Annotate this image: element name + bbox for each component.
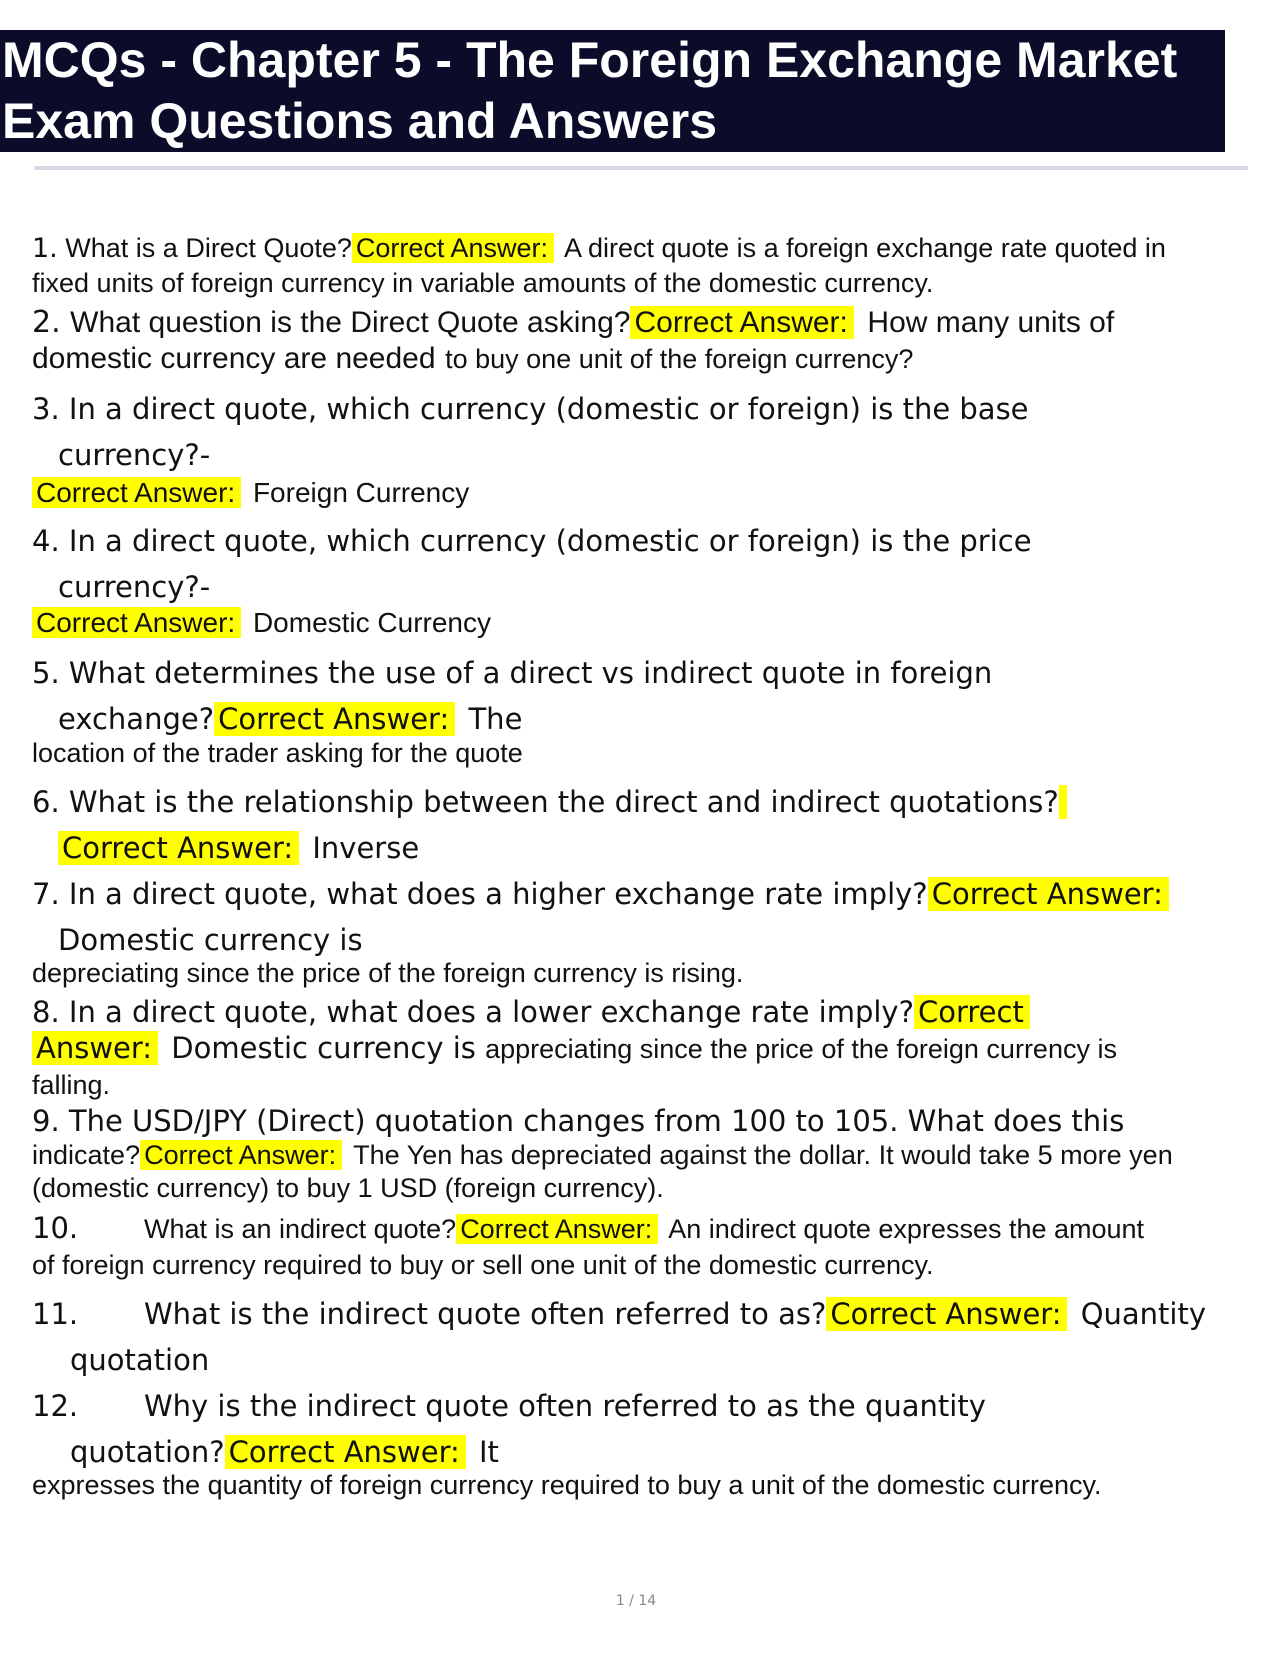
answer-7: depreciating since the price of the foreign currency is rising. — [32, 958, 744, 988]
question-12: 12. Why is the indirect quote often referred to as the quantity quotation? Correct Answer: It — [32, 1389, 986, 1469]
answer-5: location of the trader asking for the quote — [32, 738, 523, 768]
question-4: 4. In a direct quote, which currency (domestic or foreign) is the price currency?- — [32, 524, 1032, 604]
question-9: 9. The USD/JPY (Direct) quotation changes from 100 to 105. What does this indicate? Correct Answer: The Yen has depreciated against the dollar. It would take 5 more yen (domestic currency) to buy 1 USD (foreign currency). — [32, 1104, 1173, 1203]
question-5: 5. What determines the use of a direct vs indirect quote in foreign exchange? Correct Answer: The — [32, 656, 993, 736]
question-6: 6. What is the relationship between the direct and indirect quotations? Correct Answer: Inverse — [32, 779, 1258, 871]
title-line-1: MCQs - Chapter 5 - The Foreign Exchange Market — [2, 32, 1178, 88]
correct-answer-label: Correct Answer: — [225, 1435, 466, 1469]
answer-3: Correct Answer: Foreign Currency — [32, 476, 1258, 510]
correct-answer-label: Correct Answer: — [32, 607, 241, 638]
answer-12: expresses the quantity of foreign currency required to buy a unit of the domestic currency. — [32, 1470, 1102, 1500]
question-11: 11. What is the indirect quote often referred to as? Correct Answer: Quantity quotation — [32, 1297, 1207, 1377]
correct-answer-label: Correct Answer: — [58, 831, 299, 865]
title-divider — [34, 166, 1248, 170]
page-title — [0, 30, 1225, 152]
correct-answer-label: Correct Answer: — [456, 1214, 658, 1244]
correct-answer-label: Correct Answer: — [32, 477, 241, 508]
correct-answer-label: Correct Answer: — [826, 1297, 1067, 1331]
question-2: 2. What question is the Direct Quote asking? Correct Answer: How many units of domestic currency are needed to buy one unit of the foreign currency? — [32, 305, 1115, 375]
correct-answer-label: Correct Answer: — [140, 1140, 342, 1170]
correct-answer-label: Correct Answer: — [352, 233, 554, 263]
page-number: 1 / 14 — [615, 1593, 657, 1609]
question-7: 7. In a direct quote, what does a higher exchange rate imply? Correct Answer: Domestic currency is — [32, 871, 1258, 963]
answer-4: Correct Answer: Domestic Currency — [32, 606, 1258, 640]
title-line-2: Exam Questions and Answers — [2, 93, 718, 149]
question-3: 3. In a direct quote, which currency (domestic or foreign) is the base currency?- — [32, 392, 1029, 472]
correct-answer-label: Correct Answer: — [214, 702, 455, 736]
correct-answer-label: Correct Answer: — [928, 877, 1169, 911]
question-1: 1. What is a Direct Quote? Correct Answer: A direct quote is a foreign exchange rate quoted in fixed units of foreign currency in variable amounts of the domestic currency. — [32, 233, 1166, 298]
question-8: 8. In a direct quote, what does a lower exchange rate imply? Correct Answer: Domestic currency is appreciating since the price of the foreign currency is falling. — [32, 995, 1117, 1100]
correct-answer-label: Correct Answer: — [630, 306, 853, 339]
question-10: 10. What is an indirect quote? Correct Answer: An indirect quote expresses the amount of foreign currency required to buy or sell one unit of the domestic currency. — [32, 1211, 1145, 1280]
